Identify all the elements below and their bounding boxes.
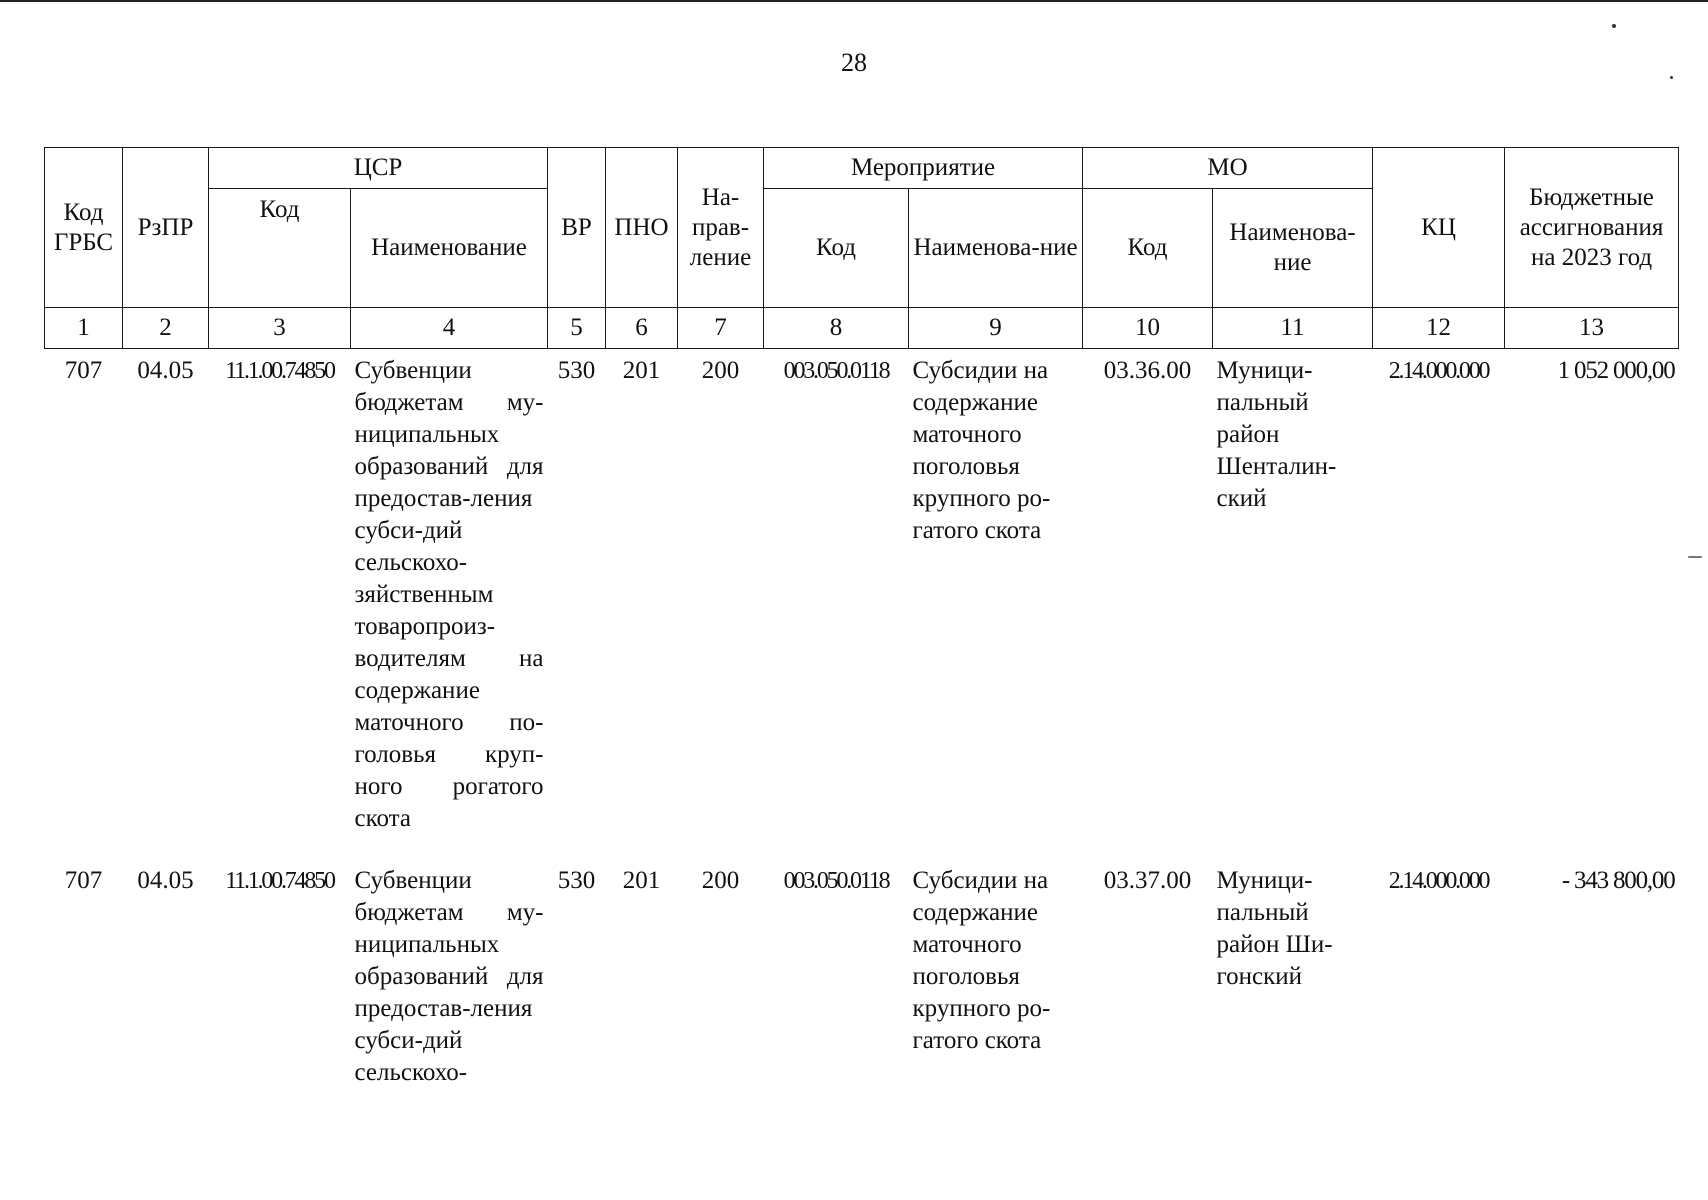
column-number: 9 <box>909 308 1083 349</box>
column-number: 13 <box>1505 308 1679 349</box>
cell-mo-name: Муници-пальный район Шенталин-ский <box>1216 357 1337 512</box>
column-number: 5 <box>548 308 606 349</box>
scan-speck <box>1612 24 1616 28</box>
cell-kc: 2.14.000.000 <box>1388 358 1489 384</box>
table-row <box>45 349 1679 836</box>
budget-table <box>44 147 1679 1165</box>
cell-grbs: 707 <box>64 357 103 384</box>
cell-event-name: Субсидии на содержание маточного поголовья крупного ро-гатого скота <box>912 357 1051 544</box>
scan-speck <box>1688 556 1702 558</box>
header-rzpr: РзПР <box>123 148 209 308</box>
header-group-event: Мероприятие <box>764 148 1083 189</box>
header-direction: На-прав-ление <box>678 148 764 308</box>
header-event-code: Код <box>764 189 909 308</box>
column-number: 8 <box>764 308 909 349</box>
cell-csr-name: Субвенции бюджетам му-ниципальных образований для предостав-ления субси-дий сельскохо-зяйственным товаропроиз-водителям на содержание маточного по-головья круп-ного рогатого скота <box>354 357 544 832</box>
cell-budget: 1 052 000,00 <box>1557 357 1675 384</box>
scan-top-edge <box>0 0 1708 2</box>
column-number: 10 <box>1083 308 1213 349</box>
cell-mo-code: 03.37.00 <box>1103 867 1192 894</box>
column-number: 11 <box>1213 308 1373 349</box>
header-budget: Бюджетные ассигнования на 2023 год <box>1505 148 1679 308</box>
column-number: 2 <box>123 308 209 349</box>
column-number: 7 <box>678 308 764 349</box>
column-number: 3 <box>209 308 351 349</box>
header-kc: КЦ <box>1373 148 1505 308</box>
cell-csr-code: 11.1.00.74850 <box>225 358 334 384</box>
header-csr-name: Наименование <box>351 189 548 308</box>
cell-csr-name: Субвенции бюджетам му-ниципальных образований для предостав-ления субси-дий сельскохо- <box>354 867 544 1086</box>
header-group-csr: ЦСР <box>209 148 548 189</box>
cell-vr: 530 <box>557 357 596 384</box>
column-number: 4 <box>351 308 548 349</box>
cell-direction: 200 <box>701 867 740 894</box>
header-mo-name: Наименова-ние <box>1213 189 1373 308</box>
cell-rzpr: 04.05 <box>137 867 194 894</box>
page-number: 28 <box>841 48 867 77</box>
column-number: 6 <box>606 308 678 349</box>
column-number: 1 <box>45 308 123 349</box>
table-row <box>45 835 1679 1165</box>
column-number: 12 <box>1373 308 1505 349</box>
header-group-mo: МО <box>1083 148 1373 189</box>
header-grbs: Код ГРБС <box>45 148 123 308</box>
cell-kc: 2.14.000.000 <box>1388 868 1489 894</box>
cell-grbs: 707 <box>64 867 103 894</box>
cell-vr: 530 <box>557 867 596 894</box>
cell-pno: 201 <box>622 357 661 384</box>
cell-budget: - 343 800,00 <box>1561 867 1675 894</box>
cell-event-code: 003.050.0118 <box>783 868 889 894</box>
header-event-name: Наименова-ние <box>909 189 1083 308</box>
cell-mo-code: 03.36.00 <box>1103 357 1192 384</box>
header-vr: ВР <box>548 148 606 308</box>
cell-direction: 200 <box>701 357 740 384</box>
cell-pno: 201 <box>622 867 661 894</box>
header-csr-code: Код <box>209 189 351 308</box>
header-mo-code: Код <box>1083 189 1213 308</box>
cell-event-code: 003.050.0118 <box>783 358 889 384</box>
header-pno: ПНО <box>606 148 678 308</box>
cell-event-name: Субсидии на содержание маточного поголовья крупного ро-гатого скота <box>912 867 1051 1054</box>
cell-csr-code: 11.1.00.74850 <box>225 868 334 894</box>
cell-rzpr: 04.05 <box>137 357 194 384</box>
cell-mo-name: Муници-пальный район Ши-гонский <box>1216 867 1333 990</box>
